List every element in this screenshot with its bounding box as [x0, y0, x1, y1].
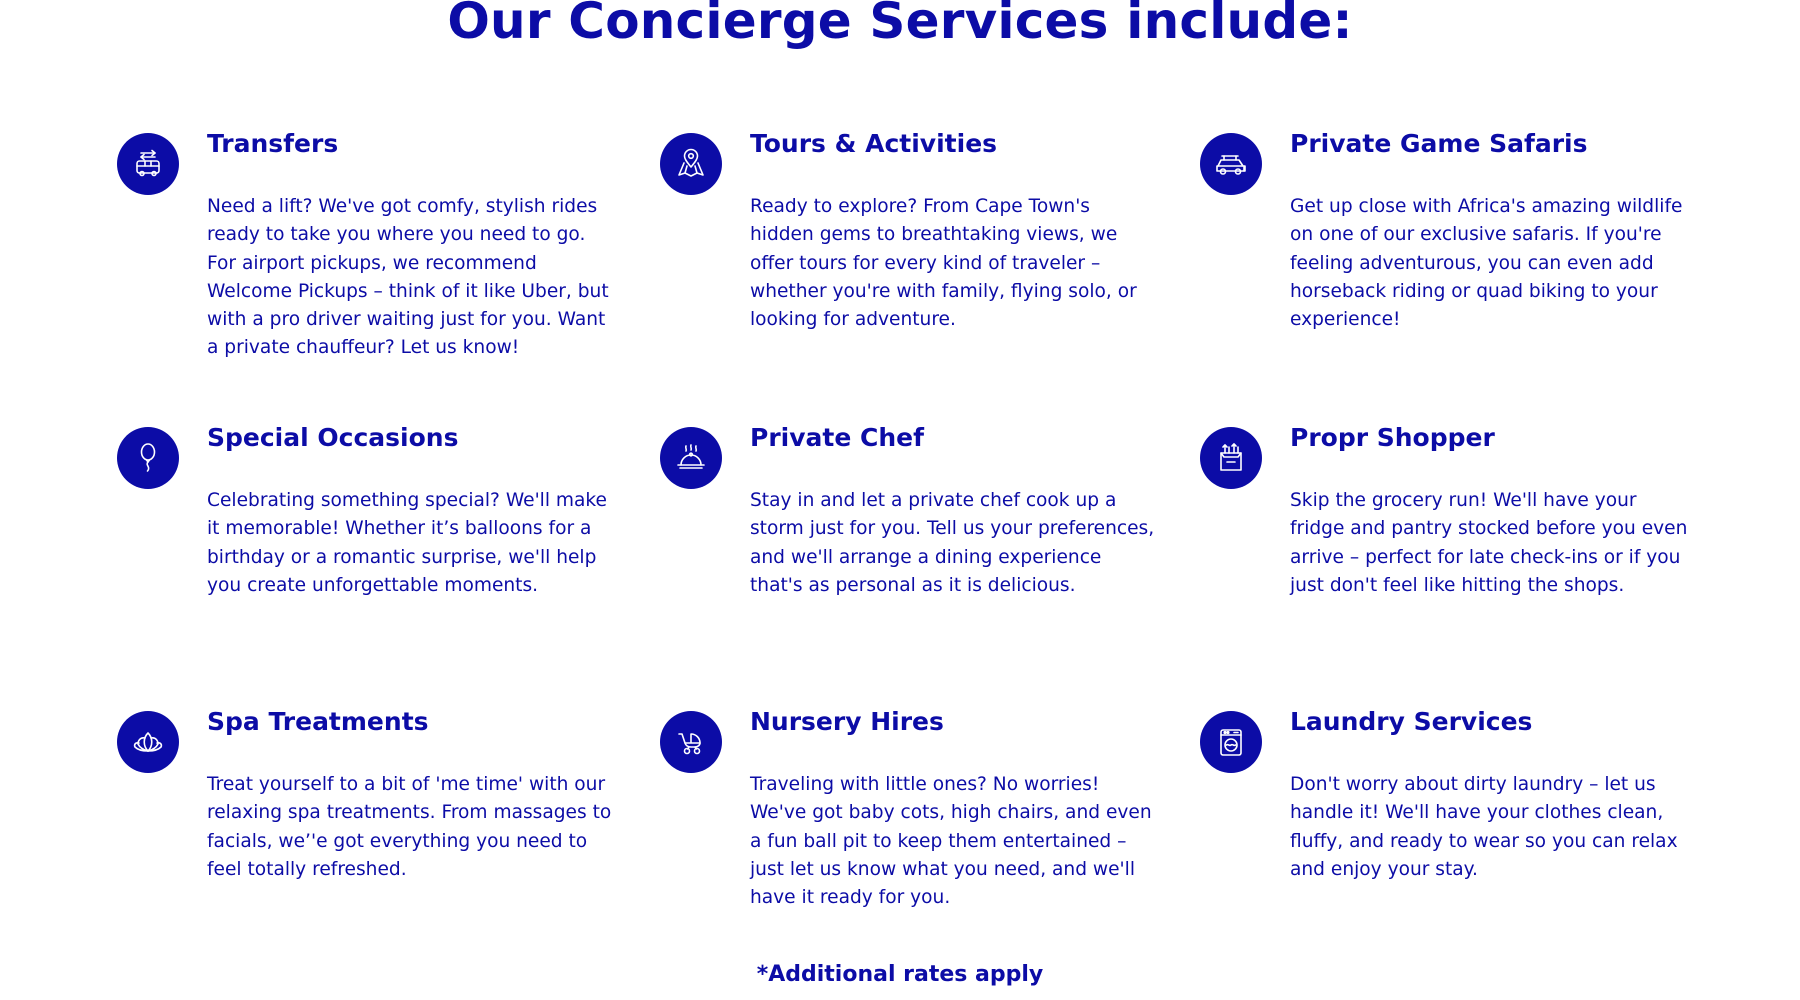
bus-transfer-icon [117, 133, 179, 195]
page-title: Our Concierge Services include: [447, 0, 1353, 50]
service-description: Skip the grocery run! We'll have your fridge and pantry stocked before you even arrive – perfect for late check-ins or if you just don't feel like hitting the shops. [1290, 490, 1688, 596]
service-title: Private Chef [750, 423, 924, 452]
service-description: Need a lift? We've got comfy, stylish rides ready to take you where you need to go. For airport pickups, we recommend Welcome Pickups – think of it like Uber, but with a pro driver waiting just for you. Want a private chauffeur? Let us know! [207, 196, 609, 359]
service-title: Laundry Services [1290, 707, 1533, 736]
service-title: Nursery Hires [750, 707, 944, 736]
food-cloche-icon [660, 427, 722, 489]
service-description: Traveling with little ones? No worries! We've got baby cots, high chairs, and even a fun ball pit to keep them entertained – just let us know what you need, and we'll have it ready for you. [750, 774, 1152, 909]
service-description: Celebrating something special? We'll make it memorable! Whether it’s balloons for a birthday or a romantic surprise, we'll help you create unforgettable moments. [207, 490, 607, 596]
service-title: Private Game Safaris [1290, 129, 1588, 158]
map-pin-icon [660, 133, 722, 195]
service-description: Treat yourself to a bit of 'me time' with our relaxing spa treatments. From massages to facials, we’'e got everything you need to feel totally refreshed. [207, 774, 612, 880]
lotus-icon [117, 711, 179, 773]
balloon-icon [117, 427, 179, 489]
service-description: Don't worry about dirty laundry – let us handle it! We'll have your clothes clean, fluffy, and ready to wear so you can relax and enjoy your stay. [1290, 774, 1678, 880]
service-description: Stay in and let a private chef cook up a storm just for you. Tell us your preferences, and we'll arrange a dining experience that's as personal as it is delicious. [750, 490, 1155, 596]
service-title: Propr Shopper [1290, 423, 1495, 452]
service-description: Ready to explore? From Cape Town's hidden gems to breathtaking views, we offer tours for every kind of traveler – whether you're with family, flying solo, or looking for adventure. [750, 196, 1137, 331]
service-description: Get up close with Africa's amazing wildlife on one of our exclusive safaris. If you're feeling adventurous, you can even add horseback riding or quad biking to your experience! [1290, 196, 1683, 331]
safari-jeep-icon [1200, 133, 1262, 195]
service-title: Transfers [207, 129, 339, 158]
service-title: Spa Treatments [207, 707, 429, 736]
washing-machine-icon [1200, 711, 1262, 773]
additional-rates-note: *Additional rates apply [756, 962, 1044, 987]
grocery-bag-icon [1200, 427, 1262, 489]
baby-stroller-icon [660, 711, 722, 773]
service-title: Tours & Activities [750, 129, 998, 158]
service-title: Special Occasions [207, 423, 459, 452]
